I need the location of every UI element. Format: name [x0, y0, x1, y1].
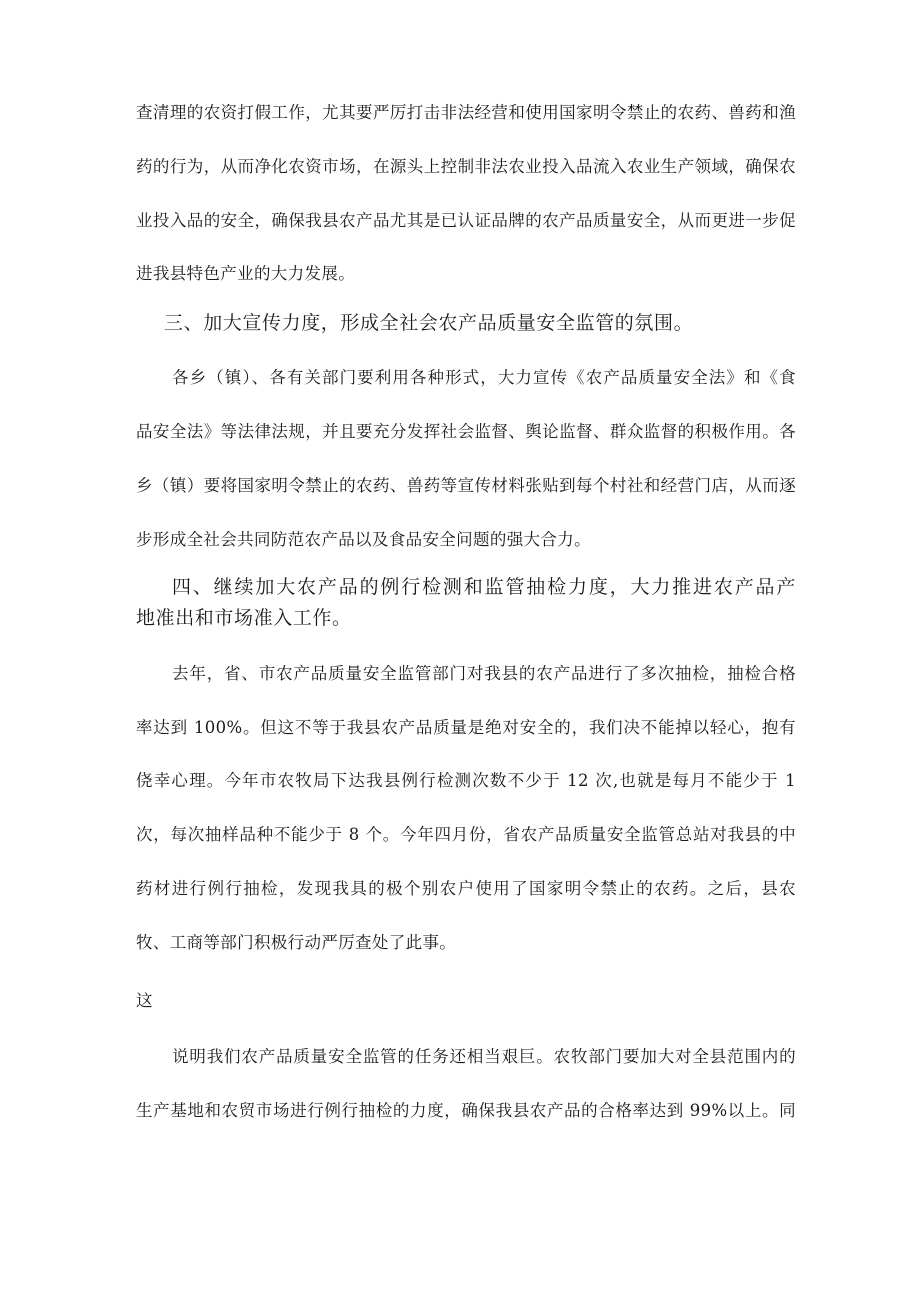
- text-line: 查清理的农资打假工作，尤其要严厉打击非法经营和使用国家明令禁止的农药、兽药和渔: [136, 103, 796, 122]
- text-line: 业投入品的安全，确保我县农产品尤其是已认证品牌的农产品质量安全，从而更进一步促: [136, 211, 796, 230]
- text-line: 侥幸心理。今年市农牧局下达我县例行检测次数不少于 12 次,也就是每月不能少于 1: [136, 771, 796, 790]
- text-line: 进我县特色产业的大力发展。: [136, 264, 356, 283]
- text-line: 品安全法》等法律法规，并且要充分发挥社会监督、舆论监督、群众监督的积极作用。各: [136, 422, 796, 441]
- section-heading-4: 四、继续加大农产品的例行检测和监管抽检力度，大力推进农产品产: [172, 576, 796, 598]
- text-line: 生产基地和农贸市场进行例行抽检的力度，确保我县农产品的合格率达到 99%以上。同: [136, 1101, 796, 1120]
- text-line: 各乡（镇）、各有关部门要利用各种形式，大力宣传《农产品质量安全法》和《食: [172, 368, 796, 387]
- section-heading-3: 三、加大宣传力度，形成全社会农产品质量安全监管的氛围。: [164, 312, 694, 334]
- text-line: 率达到 100%。但这不等于我县农产品质量是绝对安全的，我们决不能掉以轻心，抱有: [136, 718, 796, 737]
- text-line: 次，每次抽样品种不能少于 8 个。今年四月份，省农产品质量安全监管总站对我县的中: [136, 825, 796, 844]
- text-line: 去年，省、市农产品质量安全监管部门对我县的农产品进行了多次抽检，抽检合格: [172, 664, 796, 683]
- text-line: 药材进行例行抽检，发现我具的极个别农户使用了国家明令禁止的农药。之后，县农: [136, 879, 796, 898]
- section-heading-4-cont: 地准出和市场准入工作。: [136, 607, 352, 629]
- text-line: 这: [136, 991, 153, 1010]
- text-line: 步形成全社会共同防范农产品以及食品安全问题的强大合力。: [136, 530, 591, 549]
- text-line: 乡（镇）要将国家明令禁止的农药、兽药等宣传材料张贴到每个村社和经营门店，从而逐: [136, 476, 796, 495]
- text-line: 牧、工商等部门积极行动严厉查处了此事。: [136, 933, 457, 952]
- text-line: 药的行为，从而净化农资市场，在源头上控制非法农业投入品流入农业生产领域，确保农: [136, 157, 796, 176]
- text-line: 说明我们农产品质量安全监管的任务还相当艰巨。农牧部门要加大对全县范围内的: [172, 1047, 796, 1066]
